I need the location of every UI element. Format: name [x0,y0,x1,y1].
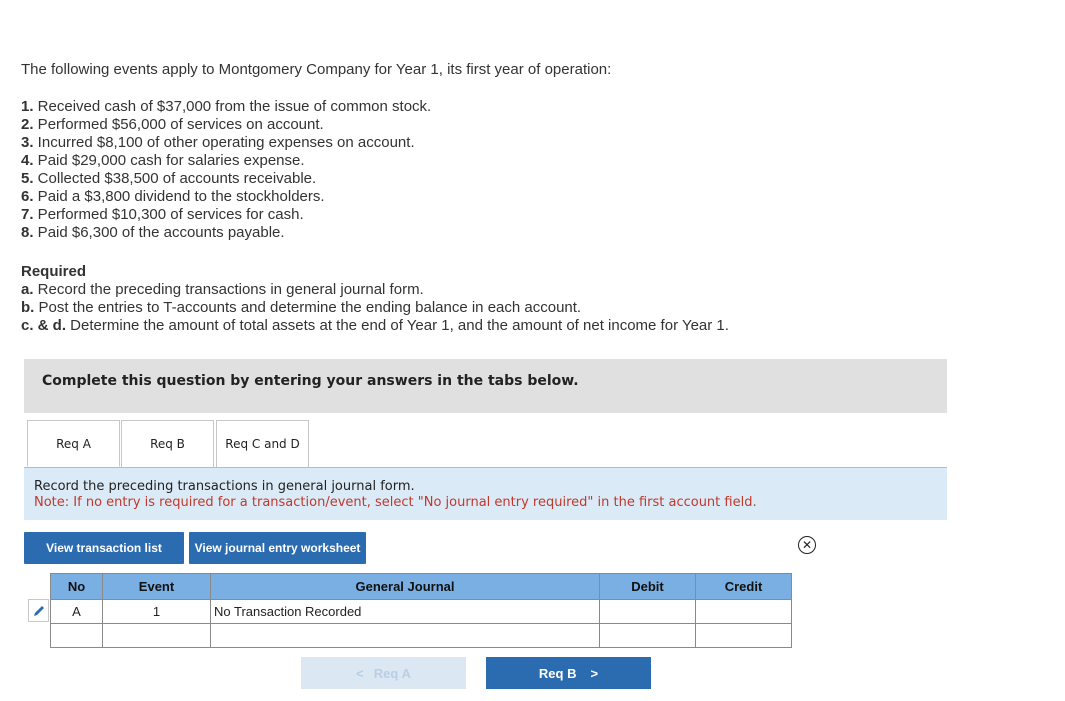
prev-req-label: Req A [373,665,411,681]
tab-req-a[interactable]: Req A [27,420,120,467]
table-row[interactable] [51,600,792,624]
list-item: 2. Performed $56,000 of services on account. [21,116,324,133]
header-debit: Debit [600,574,696,600]
view-transaction-list-button[interactable]: View transaction list [24,532,184,564]
row-no [51,624,103,648]
list-item: 8. Paid $6,300 of the accounts payable. [21,224,285,241]
info-text: Record the preceding transactions in general journal form. [34,479,415,494]
next-req-label: Req B [538,665,577,681]
info-note: Note: If no entry is required for a transaction/event, select "No journal entry required" in the first account field. [34,495,757,510]
required-item-b: b. Post the entries to T-accounts and determine the ending balance in each account. [21,299,582,316]
chevron-right-icon: > [590,665,599,681]
table-row [51,624,792,648]
required-item-a: a. Record the preceding transactions in general journal form. [21,281,424,298]
chevron-left-icon: < [356,665,364,681]
next-req-button[interactable] [486,657,651,689]
banner-text: Complete this question by entering your answers in the tabs below. [42,373,579,389]
list-item: 1. Received cash of $37,000 from the issue of common stock. [21,98,432,115]
required-title: Required [21,263,87,280]
row-credit [696,624,792,648]
header-general-journal: General Journal [211,574,600,600]
required-item-cd: c. & d. Determine the amount of total assets at the end of Year 1, and the amount of net income for Year 1. [21,317,729,334]
row-account [211,624,600,648]
prev-req-button[interactable] [301,657,466,689]
list-item: 5. Collected $38,500 of accounts receivable. [21,170,317,187]
intro-text: The following events apply to Montgomery Company for Year 1, its first year of operation: [21,61,612,78]
tab-req-b[interactable]: Req B [121,420,214,467]
events-list [21,98,431,242]
info-panel [24,467,947,520]
header-credit: Credit [696,574,792,600]
journal-table [50,573,792,648]
row-event: 1 [103,600,211,624]
header-event: Event [103,574,211,600]
pencil-icon[interactable] [28,599,49,622]
list-item: 3. Incurred $8,100 of other operating expenses on account. [21,134,415,151]
list-item: 4. Paid $29,000 cash for salaries expense. [21,152,305,169]
required-section [21,263,729,335]
row-no: A [51,600,103,624]
row-credit [696,600,792,624]
row-debit [600,600,696,624]
close-icon[interactable]: ✕ [798,536,816,554]
header-no: No [51,574,103,600]
row-event [103,624,211,648]
list-item: 6. Paid a $3,800 dividend to the stockholders. [21,188,325,205]
tab-req-c-and-d[interactable]: Req C and D [216,420,309,467]
list-item: 7. Performed $10,300 of services for cash. [21,206,304,223]
instructions-banner [24,359,947,413]
view-journal-worksheet-button[interactable]: View journal entry worksheet [189,532,366,564]
row-account: No Transaction Recorded [211,600,600,624]
row-debit [600,624,696,648]
